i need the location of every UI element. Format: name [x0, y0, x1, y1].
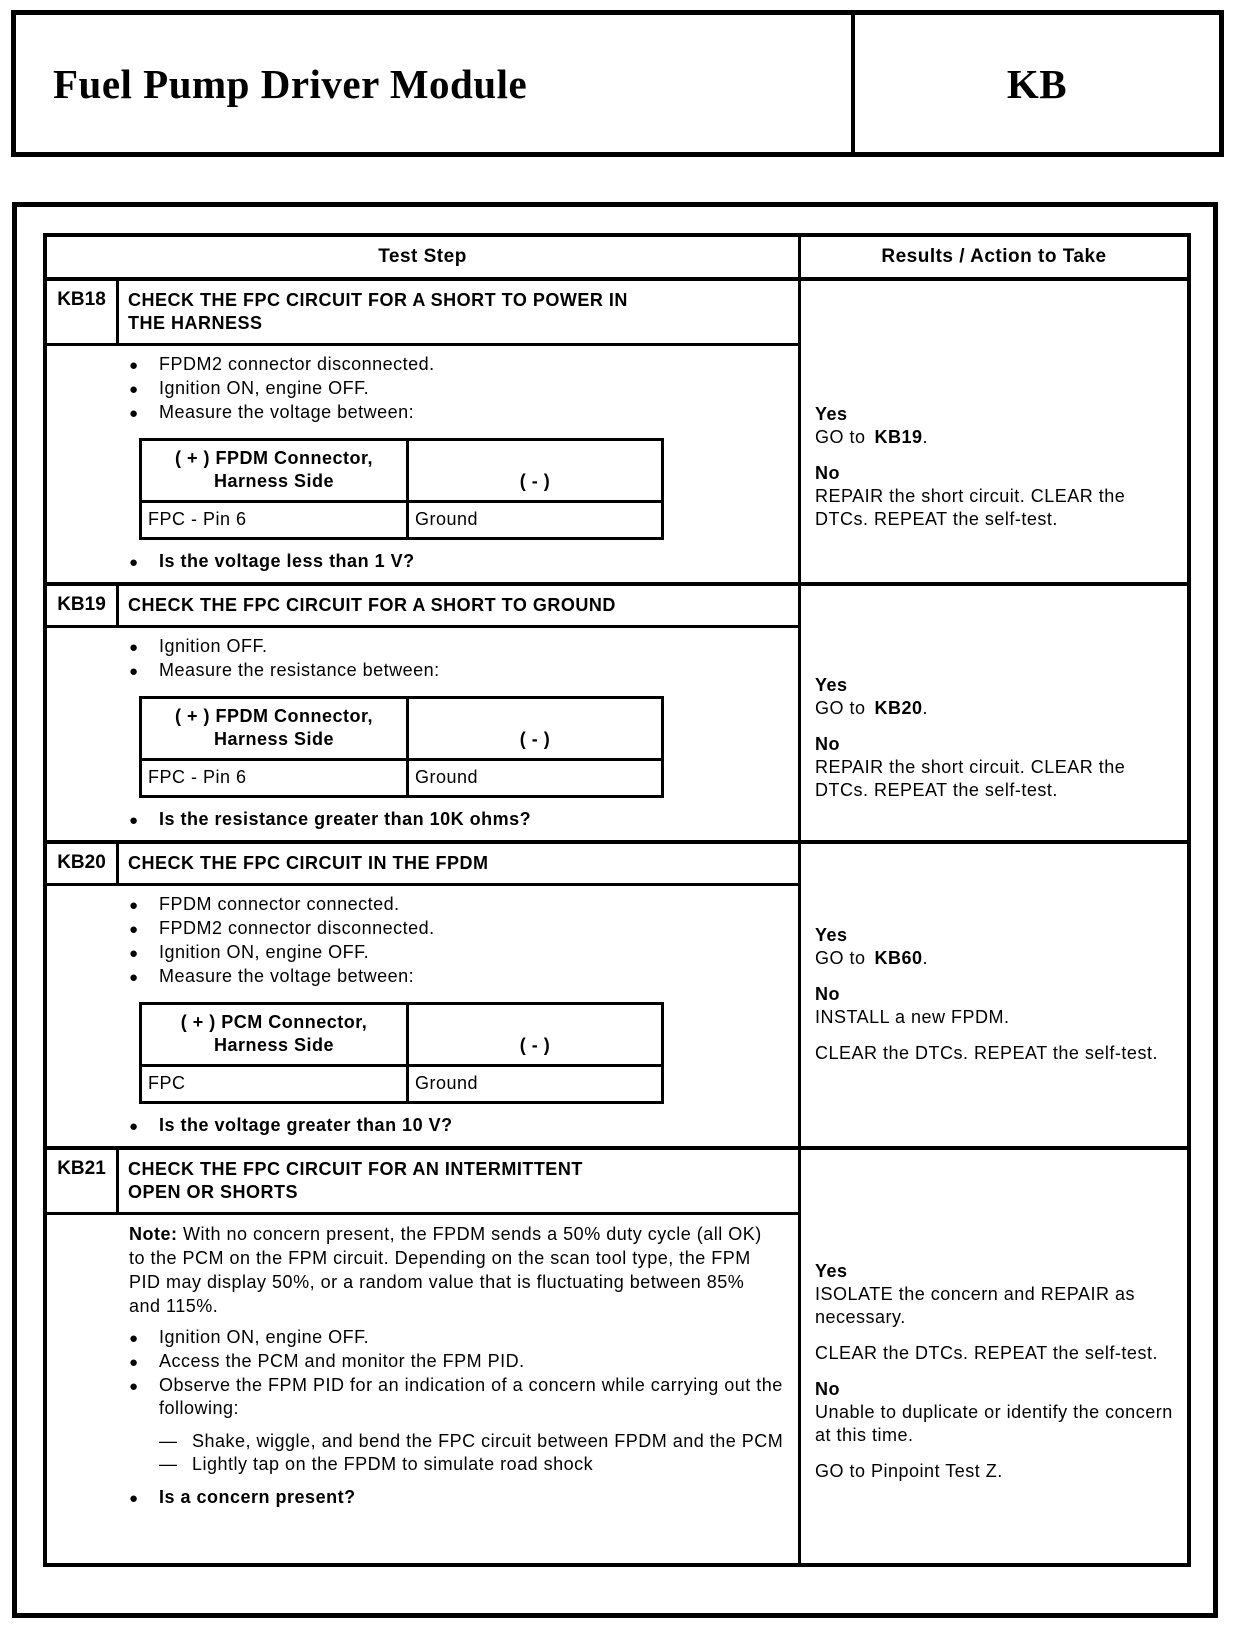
- bullet-marker-icon: ●: [129, 1118, 139, 1135]
- positive-lead-header: ( + ) PCM Connector, Harness Side: [141, 1004, 408, 1066]
- measurement-data-row: [141, 502, 663, 539]
- step-title: CHECK THE FPC CIRCUIT FOR A SHORT TO GROUND: [128, 595, 616, 615]
- note-label: Note:: [129, 1224, 178, 1244]
- positive-lead-value: FPC: [141, 1066, 408, 1103]
- positive-lead-value: FPC - Pin 6: [141, 502, 408, 539]
- result-no-action-2: GO to Pinpoint Test Z.: [815, 1461, 1003, 1481]
- bullet-marker-icon: ●: [129, 945, 139, 962]
- negative-lead-header: ( - ): [408, 1004, 663, 1066]
- bullet-marker-icon: ●: [129, 921, 139, 938]
- results-cell: [798, 1150, 1187, 1563]
- step-title-row: [47, 586, 798, 628]
- step-body: [47, 346, 798, 582]
- positive-lead-value: FPC - Pin 6: [141, 760, 408, 797]
- pinpoint-test-table: [43, 233, 1191, 1567]
- step-id: KB21: [47, 1150, 119, 1212]
- dash-item: — Lightly tap on the FPDM to simulate road shock: [159, 1454, 594, 1474]
- step-id: KB18: [47, 281, 119, 343]
- negative-lead-header: ( - ): [408, 440, 663, 502]
- negative-lead-value: Ground: [408, 502, 663, 539]
- doc-header-code-cell: [851, 15, 1219, 152]
- result-no-action: Unable to duplicate or identify the concern at this time.: [815, 1402, 1173, 1445]
- bullet-item: ● Measure the resistance between:: [47, 659, 790, 683]
- test-step-cell: [47, 1150, 798, 1563]
- test-step-cell: [47, 844, 798, 1146]
- test-step-kb19: [47, 582, 1187, 840]
- table-header-row: [47, 237, 1187, 277]
- bullet-item: ● Access the PCM and monitor the FPM PID.: [47, 1350, 790, 1374]
- results-cell: [798, 281, 1187, 582]
- positive-lead-header: ( + ) FPDM Connector, Harness Side: [141, 698, 408, 760]
- step-title: CHECK THE FPC CIRCUIT IN THE FPDM: [128, 853, 489, 873]
- step-question: ● Is the voltage greater than 10 V?: [47, 1114, 790, 1138]
- sub-step-list: [47, 1430, 790, 1476]
- measurement-header-row: [141, 440, 663, 502]
- dash-item: — Shake, wiggle, and bend the FPC circuit between FPDM and the PCM: [159, 1431, 784, 1451]
- result-yes-action: GO to KB19.: [815, 426, 929, 447]
- bullet-item: ● Ignition OFF.: [47, 635, 790, 659]
- result-yes-label: Yes: [815, 675, 848, 695]
- step-title-row: [47, 844, 798, 886]
- result-no-action-2: CLEAR the DTCs. REPEAT the self-test.: [815, 1042, 1158, 1063]
- step-id: KB19: [47, 586, 119, 625]
- dash-marker-icon: —: [159, 1431, 178, 1451]
- result-yes-action-2: CLEAR the DTCs. REPEAT the self-test.: [815, 1343, 1158, 1363]
- page-title: Fuel Pump Driver Module: [53, 60, 528, 107]
- result-yes-action: GO to KB20.: [815, 698, 929, 718]
- bullet-marker-icon: ●: [129, 1490, 139, 1507]
- result-no-label: No: [815, 734, 840, 754]
- bullet-item: ● FPDM connector connected.: [47, 893, 790, 917]
- bullet-marker-icon: ●: [129, 897, 139, 914]
- bullet-marker-icon: ●: [129, 1330, 139, 1347]
- bullet-marker-icon: ●: [129, 381, 139, 398]
- results-cell: [798, 586, 1187, 840]
- measurement-table: [139, 438, 664, 540]
- step-body: [47, 628, 798, 840]
- test-step-kb20: [47, 840, 1187, 1146]
- positive-lead-header: ( + ) FPDM Connector, Harness Side: [141, 440, 408, 502]
- bullet-marker-icon: ●: [129, 554, 139, 571]
- test-step-cell: [47, 586, 798, 840]
- result-no-action: REPAIR the short circuit. CLEAR the DTCs. REPEAT the self-test.: [815, 485, 1126, 529]
- go-to-step-ref: KB19: [874, 426, 923, 447]
- step-title-row: [47, 1150, 798, 1215]
- result-yes-action: GO to KB60.: [815, 947, 929, 968]
- doc-header-title-cell: [16, 15, 851, 152]
- negative-lead-header: ( - ): [408, 698, 663, 760]
- step-id: KB20: [47, 844, 119, 883]
- bullet-item: ● FPDM2 connector disconnected.: [47, 353, 790, 377]
- step-note: Note: With no concern present, the FPDM sends a 50% duty cycle (all OK) to the PCM on the FPM circuit. Depending on the scan tool type, the FPM PID may display 50%, or a random value that is fluctuating between 85% and 115%.: [129, 1224, 762, 1316]
- result-no-label: No: [815, 1379, 840, 1399]
- negative-lead-value: Ground: [408, 1066, 663, 1103]
- bullet-marker-icon: ●: [129, 357, 139, 374]
- step-title: CHECK THE FPC CIRCUIT FOR AN INTERMITTENT OPEN OR SHORTS: [128, 1159, 583, 1202]
- bullet-item: ● Ignition ON, engine OFF.: [47, 1326, 790, 1350]
- step-question: ● Is a concern present?: [47, 1486, 790, 1510]
- bullet-item: ● Ignition ON, engine OFF.: [47, 377, 790, 401]
- dash-marker-icon: —: [159, 1454, 178, 1474]
- bullet-marker-icon: ●: [129, 969, 139, 986]
- step-title-row: [47, 281, 798, 346]
- go-to-step-ref: KB20: [874, 698, 923, 718]
- results-cell: [798, 844, 1187, 1146]
- bullet-marker-icon: ●: [129, 663, 139, 680]
- result-no-label: No: [815, 983, 840, 1004]
- bullet-item: ● Observe the FPM PID for an indication of a concern while carrying out the following:: [129, 1375, 783, 1418]
- doc-header: [11, 10, 1224, 157]
- step-question: ● Is the resistance greater than 10K ohms?: [47, 808, 790, 832]
- measurement-data-row: [141, 1066, 663, 1103]
- bullet-marker-icon: ●: [129, 812, 139, 829]
- col-header-results: Results / Action to Take: [798, 237, 1187, 277]
- bullet-item: ● Ignition ON, engine OFF.: [47, 941, 790, 965]
- result-no-action: INSTALL a new FPDM.: [815, 1006, 1010, 1027]
- bullet-item: ● FPDM2 connector disconnected.: [47, 917, 790, 941]
- measurement-header-row: [141, 698, 663, 760]
- result-yes-label: Yes: [815, 1261, 848, 1281]
- result-yes-action: ISOLATE the concern and REPAIR as necessary.: [815, 1284, 1135, 1327]
- section-code: KB: [1006, 60, 1068, 107]
- bullet-marker-icon: ●: [129, 1378, 139, 1395]
- test-step-kb21: [47, 1146, 1187, 1563]
- bullet-marker-icon: ●: [129, 405, 139, 422]
- measurement-data-row: [141, 760, 663, 797]
- result-yes-label: Yes: [815, 924, 848, 945]
- step-body: [47, 1215, 798, 1563]
- bullet-marker-icon: ●: [129, 639, 139, 656]
- test-procedure-frame: [12, 202, 1218, 1618]
- test-step-kb18: [47, 277, 1187, 582]
- bullet-marker-icon: ●: [129, 1354, 139, 1371]
- go-to-step-ref: KB60: [874, 947, 923, 968]
- test-step-cell: [47, 281, 798, 582]
- measurement-table: [139, 696, 664, 798]
- step-title: CHECK THE FPC CIRCUIT FOR A SHORT TO POWER IN THE HARNESS: [128, 290, 628, 333]
- bullet-item: ● Measure the voltage between:: [47, 401, 790, 425]
- measurement-header-row: [141, 1004, 663, 1066]
- result-yes-label: Yes: [815, 403, 848, 424]
- bullet-item: ● Measure the voltage between:: [47, 965, 790, 989]
- step-question: ● Is the voltage less than 1 V?: [47, 550, 790, 574]
- result-no-label: No: [815, 462, 840, 483]
- negative-lead-value: Ground: [408, 760, 663, 797]
- step-body: [47, 886, 798, 1146]
- result-no-action: REPAIR the short circuit. CLEAR the DTCs. REPEAT the self-test.: [815, 757, 1126, 800]
- col-header-test-step: Test Step: [378, 246, 467, 267]
- measurement-table: [139, 1002, 664, 1104]
